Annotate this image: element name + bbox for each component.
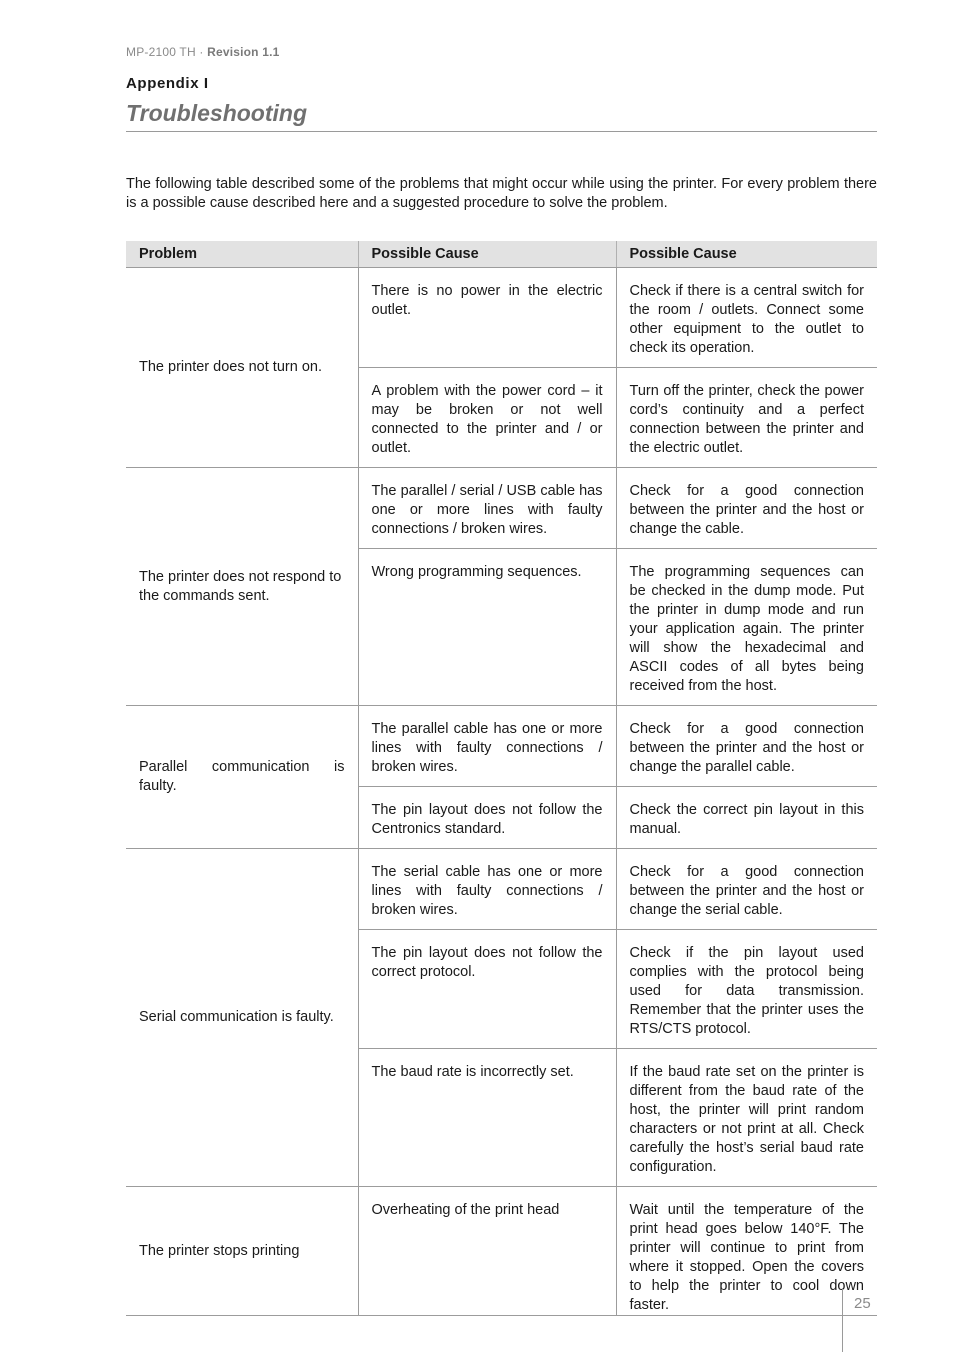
cause-cell: Wrong programming sequences. xyxy=(358,549,616,706)
model-name: MP-2100 TH · xyxy=(126,45,208,59)
problem-cell: The printer does not turn on. xyxy=(126,268,358,468)
problem-cell: Serial communication is faulty. xyxy=(126,849,358,1187)
solution-cell: Check the correct pin layout in this manual. xyxy=(616,787,877,849)
solution-cell: Turn off the printer, check the power cord’s continuity and a perfect connection between the printer and the electric outlet. xyxy=(616,368,877,468)
footer-divider xyxy=(842,1288,843,1352)
problem-cell: The printer does not respond to the commands sent. xyxy=(126,468,358,706)
cause-cell: The baud rate is incorrectly set. xyxy=(358,1049,616,1187)
header-problem: Problem xyxy=(126,241,358,268)
cause-cell: Overheating of the print head xyxy=(358,1187,616,1316)
table-row xyxy=(126,849,877,930)
table-row xyxy=(126,706,877,787)
solution-cell: If the baud rate set on the printer is different from the baud rate of the host, the printer will print random characters or not print at all. Check carefully the host’s serial baud rate configuration. xyxy=(616,1049,877,1187)
page-number: 25 xyxy=(854,1295,871,1312)
cause-cell: The serial cable has one or more lines with faulty connections / broken wires. xyxy=(358,849,616,930)
revision-label: Revision 1.1 xyxy=(207,45,280,59)
table-header-row xyxy=(126,241,877,268)
solution-cell: Check if there is a central switch for the room / outlets. Connect some other equipment to the outlet to check its operation. xyxy=(616,268,877,368)
cause-cell: The pin layout does not follow the Centronics standard. xyxy=(358,787,616,849)
header-solution: Possible Cause xyxy=(616,241,877,268)
table-row xyxy=(126,1187,877,1316)
problem-cell: Parallel communication is faulty. xyxy=(126,706,358,849)
solution-cell: Check if the pin layout used complies with the protocol being used for data transmission. Remember that the printer uses the RTS/CTS protocol. xyxy=(616,930,877,1049)
cause-cell: The parallel / serial / USB cable has one or more lines with faulty connections / broken wires. xyxy=(358,468,616,549)
solution-cell: Check for a good connection between the printer and the host or change the parallel cable. xyxy=(616,706,877,787)
header-possible-cause: Possible Cause xyxy=(358,241,616,268)
solution-cell: Wait until the temperature of the print head goes below 140°F. The printer will continue to print from where it stopped. Open the covers to help the printer to cool down faster. xyxy=(616,1187,877,1316)
intro-paragraph: The following table described some of the problems that might occur while using the printer. For every problem there is a possible cause described here and a suggested procedure to solve the problem. xyxy=(126,176,877,211)
solution-cell: The programming sequences can be checked in the dump mode. Put the printer in dump mode and run your application again. The printer will show the hexadecimal and ASCII codes of all bytes being received from the host. xyxy=(616,549,877,706)
document-header xyxy=(126,45,280,59)
cause-cell: The pin layout does not follow the correct protocol. xyxy=(358,930,616,1049)
appendix-label: Appendix I xyxy=(126,75,209,92)
cause-cell: The parallel cable has one or more lines with faulty connections / broken wires. xyxy=(358,706,616,787)
solution-cell: Check for a good connection between the printer and the host or change the serial cable. xyxy=(616,849,877,930)
cause-cell: There is no power in the electric outlet. xyxy=(358,268,616,368)
solution-cell: Check for a good connection between the printer and the host or change the cable. xyxy=(616,468,877,549)
table-row xyxy=(126,268,877,368)
troubleshooting-table xyxy=(126,241,877,1316)
problem-cell: The printer stops printing xyxy=(126,1187,358,1316)
title-divider xyxy=(126,131,877,132)
table-row xyxy=(126,468,877,549)
page-title: Troubleshooting xyxy=(126,100,308,126)
cause-cell: A problem with the power cord – it may be broken or not well connected to the printer and / or outlet. xyxy=(358,368,616,468)
